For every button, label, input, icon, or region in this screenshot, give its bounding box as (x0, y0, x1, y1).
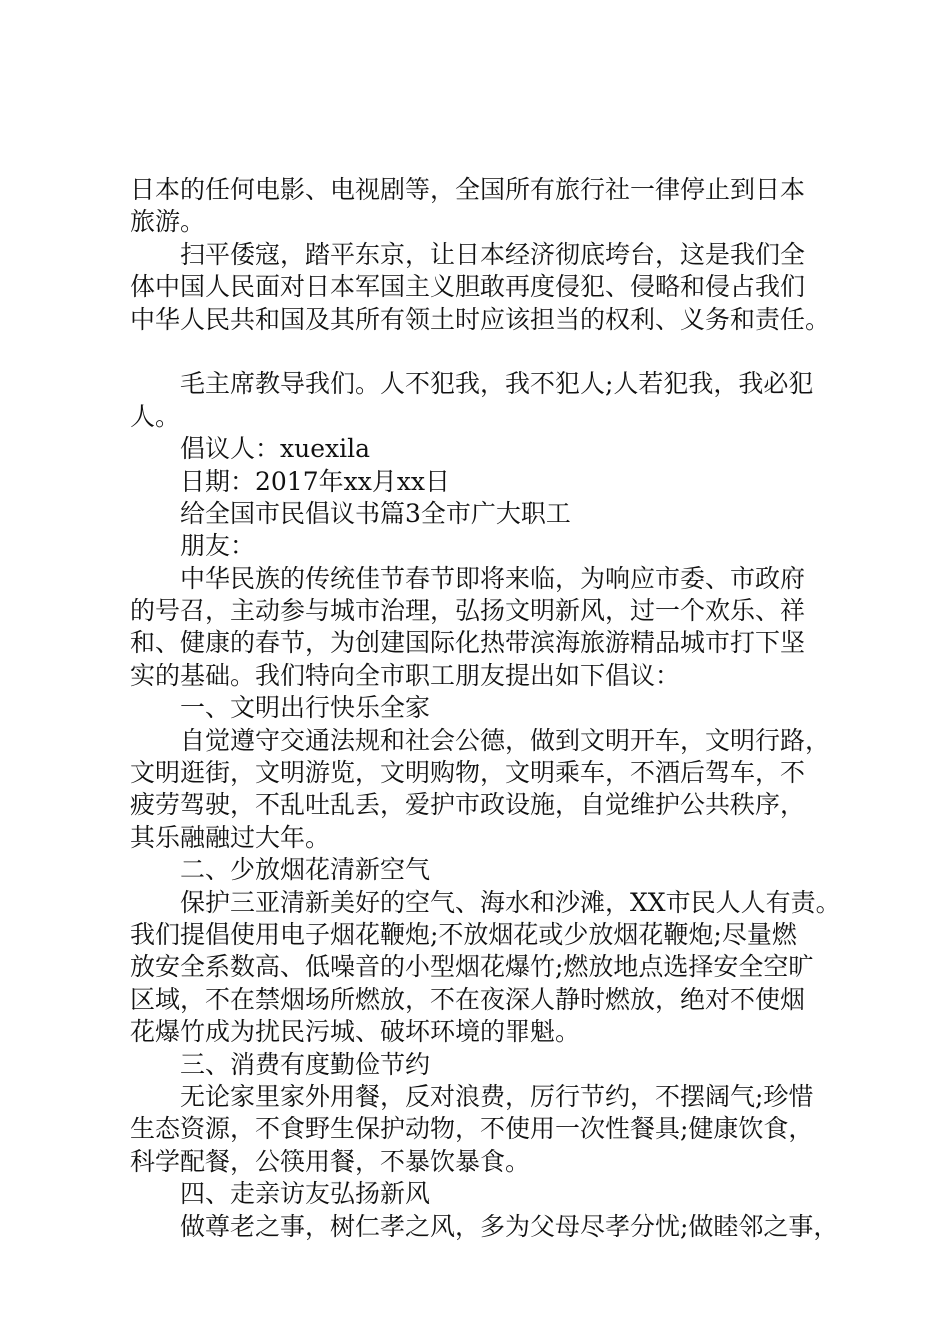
text-line: 实的基础。我们特向全市职工朋友提出如下倡议： (130, 660, 681, 690)
text-line: 朋友： (180, 531, 256, 561)
text-line: 区域，不在禁烟场所燃放，不在夜深人静时燃放，绝对不使烟 (130, 984, 806, 1014)
blank-line (130, 336, 850, 368)
text-line: 四、走亲访友弘扬新风 (180, 1179, 431, 1209)
text-line: 和、健康的春节，为创建国际化热带滨海旅游精品城市打下坚 (130, 628, 806, 658)
text-line: 体中国人民面对日本军国主义胆敢再度侵犯、侵略和侵占我们 (130, 272, 806, 302)
text-line: 倡议人：xuexila (180, 434, 370, 464)
text-line: 做尊老之事，树仁孝之风，多为父母尽孝分忧;做睦邻之事， (180, 1211, 839, 1241)
text-line: 一、文明出行快乐全家 (180, 693, 431, 723)
text-line: 三、消费有度勤俭节约 (180, 1049, 431, 1079)
text-line: 毛主席教导我们。人不犯我，我不犯人;人若犯我，我必犯 (180, 369, 814, 399)
text-line: 的号召，主动参与城市治理，弘扬文明新风，过一个欢乐、祥 (130, 596, 806, 626)
text-line: 保护三亚清新美好的空气、海水和沙滩，XX市民人人有责。 (180, 887, 841, 917)
text-line: 日本的任何电影、电视剧等，全国所有旅行社一律停止到日本 (130, 175, 806, 204)
text-line: 人。 (130, 401, 181, 431)
text-line: 科学配餐，公筷用餐，不暴饮暴食。 (130, 1146, 531, 1176)
text-line: 放安全系数高、低噪音的小型烟花爆竹;燃放地点选择安全空旷 (130, 952, 814, 982)
text-line: 无论家里家外用餐，反对浪费，厉行节约，不摆阔气;珍惜 (180, 1081, 814, 1111)
text-line: 自觉遵守交通法规和社会公德，做到文明开车，文明行路， (180, 725, 831, 755)
text-line: 生态资源，不食野生保护动物，不使用一次性餐具;健康饮食， (130, 1114, 814, 1144)
text-line: 二、少放烟花清新空气 (180, 855, 431, 885)
text-line: 其乐融融过大年。 (130, 822, 331, 852)
text-line: 我们提倡使用电子烟花鞭炮;不放烟花或少放烟花鞭炮;尽量燃 (130, 919, 797, 949)
text-line: 中华民族的传统佳节春节即将来临，为响应市委、市政府 (180, 563, 806, 593)
text-line: 扫平倭寇，踏平东京，让日本经济彻底垮台，这是我们全 (180, 239, 806, 269)
text-line: 旅游。 (130, 207, 206, 237)
text-line: 中华人民共和国及其所有领土时应该担当的权利、义务和责任。 (130, 304, 831, 334)
text-line: 给全国市民倡议书篇3全市广大职工 (180, 498, 571, 528)
document-body (130, 174, 850, 1243)
text-line: 疲劳驾驶，不乱吐乱丢，爱护市政设施，自觉维护公共秩序， (130, 790, 806, 820)
text-line: 日期：2017年xx月xx日 (180, 466, 451, 496)
text-line: 花爆竹成为扰民污城、破坏环境的罪魁。 (130, 1017, 581, 1047)
text-line: 文明逛街，文明游览，文明购物，文明乘车，不酒后驾车，不 (130, 758, 806, 788)
